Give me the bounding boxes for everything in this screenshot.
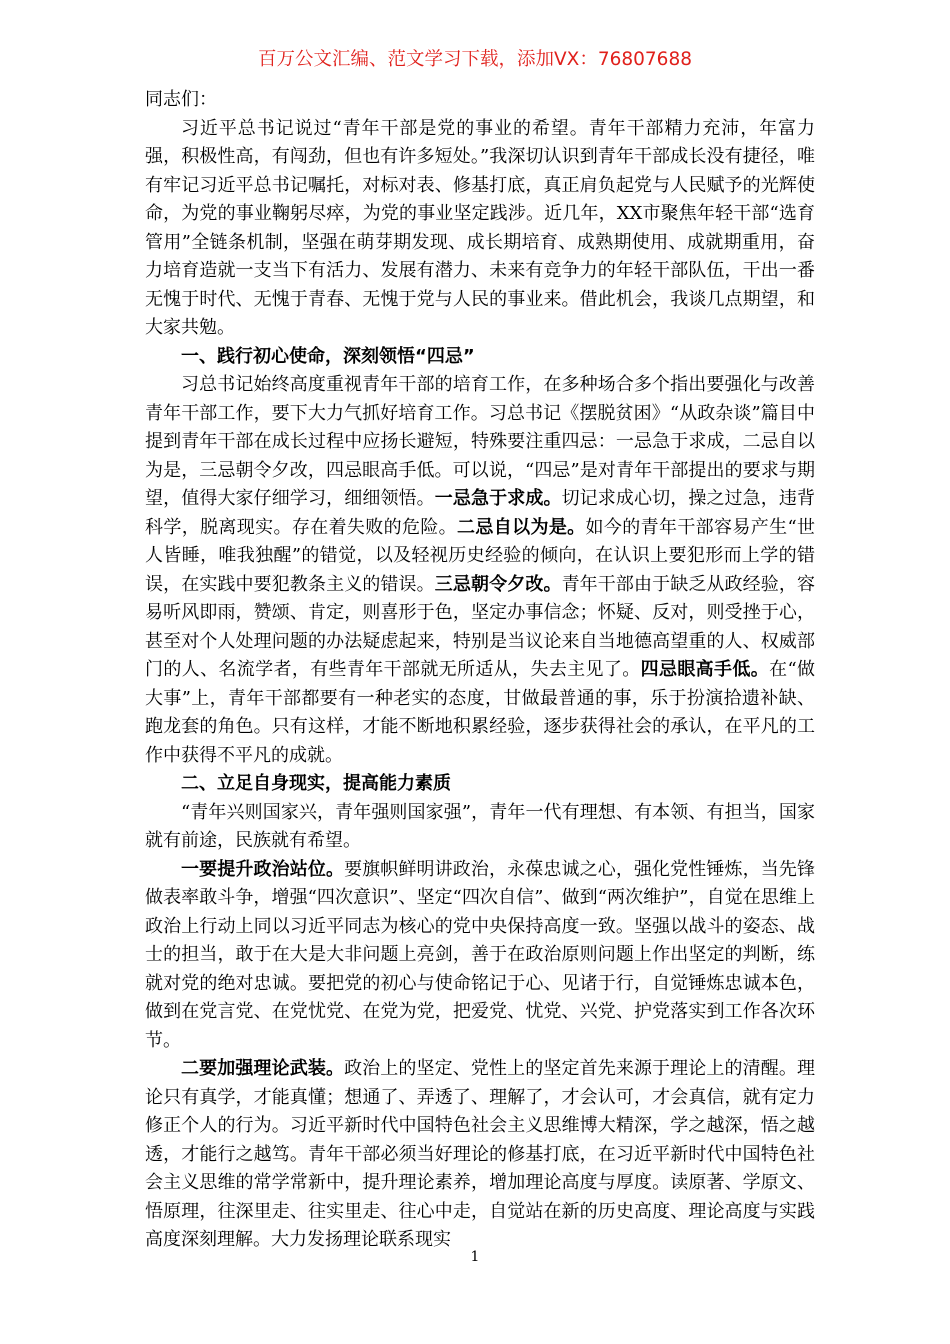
taboo-3-lead: 三忌朝令夕改。 — [434, 573, 562, 595]
intro-paragraph: 习近平总书记说过“青年干部是党的事业的希望。青年干部精力充沛，年富力强，积极性高，有闯劲，但也有许多短处。”我深切认识到青年干部成长没有捷径，唯有牢记习近平总书记嘱托，对标对表、修基打底，真正肩负起党与人民赋予的光辉使命，为党的事业鞠躬尽瘁，为党的事业坚定践涉。近几年，XX市聚焦年轻干部“选育管用”全链条机制，坚强在萌芽期发现、成长期培育、成熟期使用、成就期重用，奋力培育造就一支当下有活力、发展有潜力、未来有竞争力的年轻干部队伍，干出一番无愧于时代、无愧于青春、无愧于党与人民的事业来。借此机会，我谈几点期望，和大家共勉。 — [145, 117, 815, 338]
section-2-heading: 二、立足自身现实，提高能力素质 — [181, 773, 451, 794]
salutation: 同志们： — [145, 89, 217, 110]
section-2-quote: “青年兴则国家兴，青年强则国家强”，青年一代有理想、有本领、有担当，国家就有前途，民族就有希望。 — [145, 801, 815, 851]
point-2-lead: 二要加强理论武装。 — [181, 1058, 345, 1079]
point-1-lead: 一要提升政治站位。 — [181, 858, 345, 880]
taboo-4-lead: 四忌眼高手低。 — [640, 659, 770, 680]
point-2-text: 政治上的坚定、党性上的坚定首先来源于理论上的清醒。理论只有真学，才能真懂；想通了、弄透了、理解了，才会认可，才会真信，就有定力修正个人的行为。习近平新时代中国特色社会主义思维博大精深，学之越深，悟之越透，才能行之越笃。青年干部必须当好理论的修基打底，在习近平新时代中国特色社会主义思维的常学常新中，提升理论素养，增加理论高度与厚度。读原著、学原文、悟原理，往深里走、往实里走、往心中走，自觉站在新的历史高度、理论高度与实践高度深刻理解。大力发扬理论联系现实 — [145, 1058, 816, 1250]
page-number: 1 — [470, 1249, 480, 1265]
taboo-1-text: 切记求成心切，操之过急，违背科学，脱离现实。存在着失败的危险。 — [145, 488, 816, 538]
section-2-point-1 — [145, 856, 815, 1056]
section-1-heading: 一、践行初心使命，深刻领悟“四忌” — [181, 345, 475, 367]
promo-banner: 百万公文汇编、范文学习下载，添加VX：76807688 — [258, 49, 692, 70]
taboo-1-lead: 一忌急于求成。 — [434, 488, 562, 509]
taboo-4-text: 在“做大事”上，青年干部都要有一种老实的态度，甘做最普通的事，乐于扮演拾遗补缺、跑龙套的角色。只有这样，才能不断地积累经验，逐步获得社会的承认，在平凡的工作中获得不平凡的成就。 — [145, 659, 816, 766]
taboo-2-lead: 二忌自以为是。 — [457, 516, 586, 538]
section-1-intro-text: 习总书记始终高度重视青年干部的培育工作，在多种场合多个指出要强化与改善青年干部工作，要下大力气抓好培育工作。习总书记《摆脱贫困》“从政杂谈”篇目中提到青年干部在成长过程中应扬长避短，特殊要注重四忌：一忌急于求成，二忌自以为是，三忌朝令夕改，四忌眼高手低。可以说，“四忌”是对青年干部提出的要求与期望，值得大家仔细学习，细细领悟。 — [145, 374, 815, 509]
document-body — [145, 86, 815, 1255]
taboo-2-text: 如今的青年干部容易产生“世人皆睡，唯我独醒”的错觉，以及轻视历史经验的倾向，在认识上要犯形而上学的错误，在实践中要犯教条主义的错误。 — [145, 516, 816, 595]
taboo-3-text: 青年干部由于缺乏从政经验，容易听风即雨，赞颂、肯定，则喜形于色，坚定办事信念；怀疑、反对，则受挫于心，甚至对个人处理问题的办法疑虑起来，特别是当议论来自当地德高望重的人、权威部门的人、名流学者，有些青年干部就无所适从，失去主见了。 — [145, 573, 816, 680]
section-1-paragraph — [145, 371, 815, 770]
section-2-point-2 — [145, 1055, 815, 1255]
point-1-text: 要旗帜鲜明讲政治，永葆忠诚之心，强化党性锤炼，当先锋做表率敢斗争，增强“四次意识”、坚定“四次自信”、做到“两次维护”，自觉在思维上政治上行动上同以习近平同志为核心的党中央保持高度一致。坚强以战斗的姿态、战士的担当，敢于在大是大非问题上亮剑，善于在政治原则问题上作出坚定的判断，练就对党的绝对忠诚。要把党的初心与使命铭记于心、见诸于行，自觉锤炼忠诚本色，做到在党言党、在党忧党、在党为党，把爱党、忧党、兴党、护党落实到工作各次环节。 — [145, 858, 816, 1051]
